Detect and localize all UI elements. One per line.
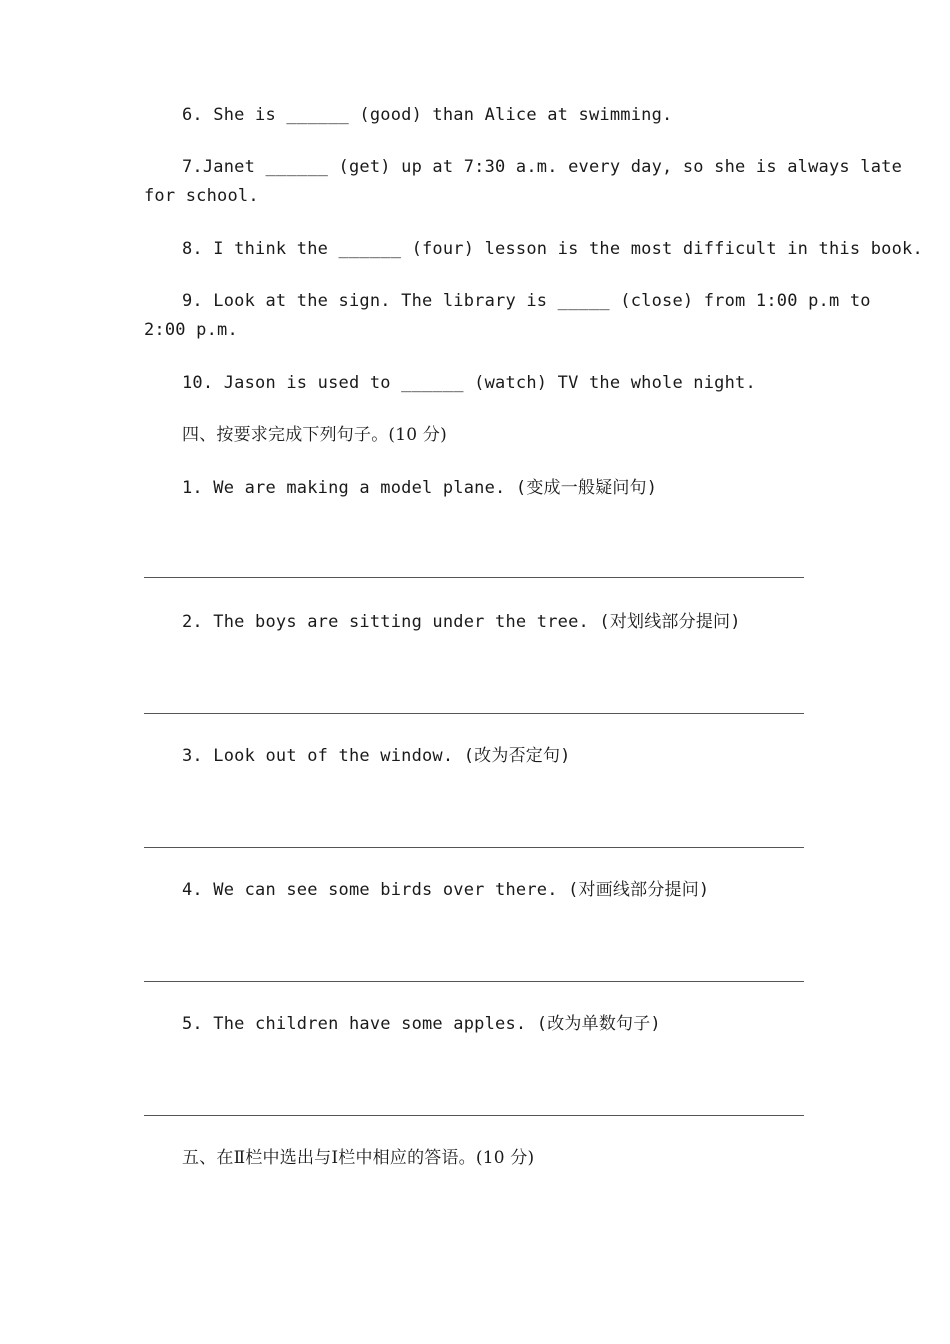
question-8: 8. I think the ______ (four) lesson is the most difficult in this book. (182, 239, 923, 259)
rewrite-question-1: 1. We are making a model plane. (变成一般疑问句) (182, 478, 658, 498)
section-4-heading: 四、按要求完成下列句子。(10 分) (182, 425, 447, 445)
answer-line-5 (144, 1115, 804, 1116)
answer-line-1 (144, 577, 804, 578)
answer-line-3 (144, 847, 804, 848)
question-7-line-2: for school. (144, 186, 259, 206)
answer-line-2 (144, 713, 804, 714)
rewrite-question-2: 2. The boys are sitting under the tree. (对划线部分提问) (182, 612, 741, 632)
answer-line-4 (144, 981, 804, 982)
question-9-line-1: 9. Look at the sign. The library is _____ (close) from 1:00 p.m to (182, 291, 871, 311)
rewrite-question-3: 3. Look out of the window. (改为否定句) (182, 746, 571, 766)
question-6: 6. She is ______ (good) than Alice at swimming. (182, 105, 673, 125)
rewrite-question-4: 4. We can see some birds over there. (对画线部分提问) (182, 880, 710, 900)
section-5-heading: 五、在Ⅱ栏中选出与Ⅰ栏中相应的答语。(10 分) (182, 1148, 535, 1168)
question-9-line-2: 2:00 p.m. (144, 320, 238, 340)
rewrite-question-5: 5. The children have some apples. (改为单数句子) (182, 1014, 661, 1034)
question-10: 10. Jason is used to ______ (watch) TV the whole night. (182, 373, 756, 393)
question-7-line-1: 7.Janet ______ (get) up at 7:30 a.m. every day, so she is always late (182, 157, 903, 177)
